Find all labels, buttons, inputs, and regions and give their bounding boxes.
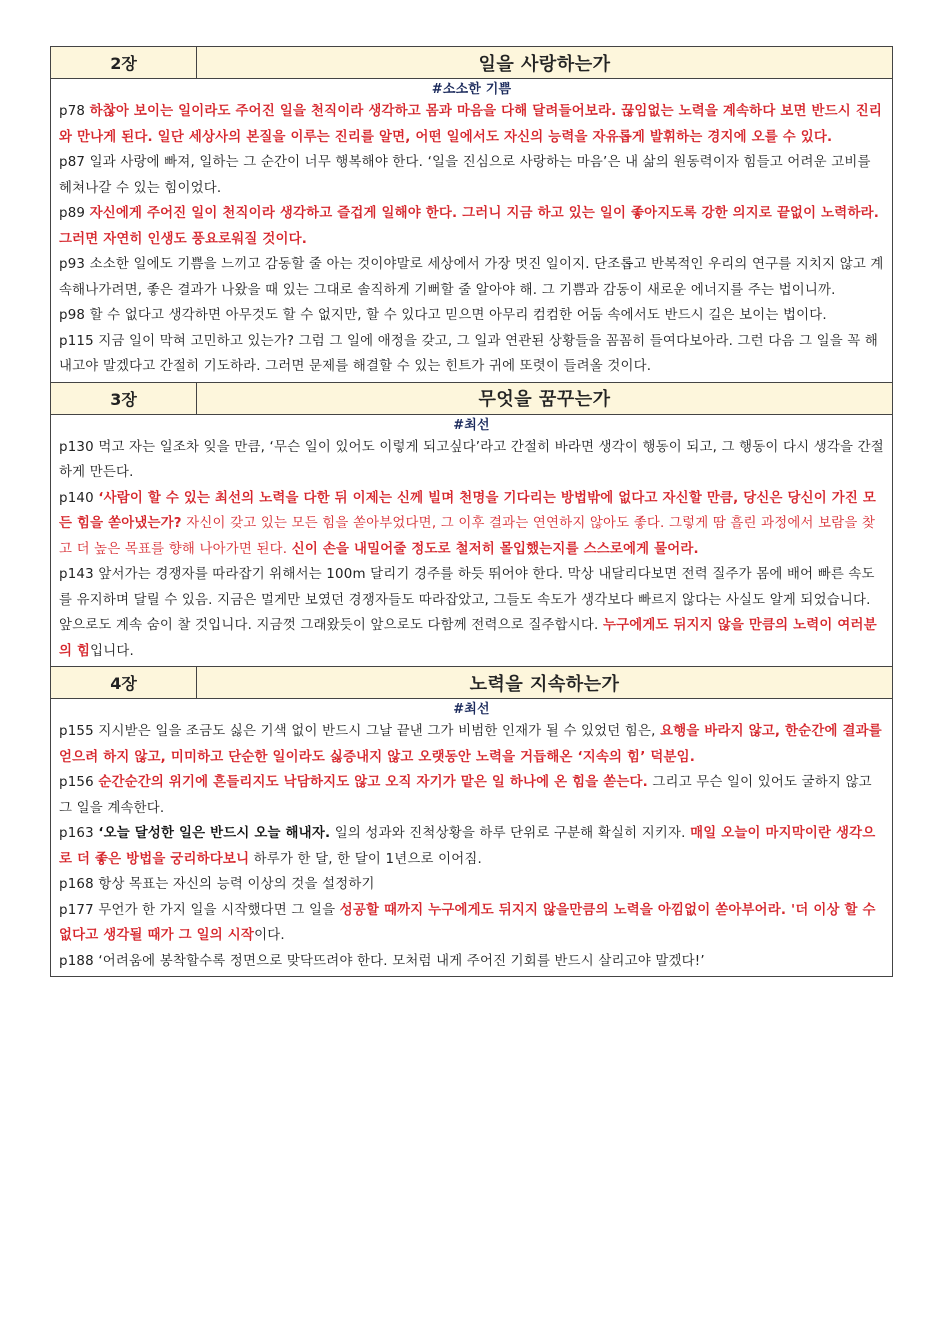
quote-text: 하루가 한 달, 한 달이 1년으로 이어짐.	[249, 851, 482, 867]
quote-text: 이다.	[254, 928, 285, 943]
quote-text: p130 먹고 자는 일조차 잊을 만큼, ‘무슨 일이 있어도 이렇게 되고싶다’라고 간절히 바라면 생각이 행동이 되고, 그 행동이 다시 생각을 간절하게 만든다.	[59, 439, 884, 480]
chapter-header-row	[51, 382, 893, 414]
highlight-text: 매일 오늘이 마지막이란 생각으로 더 좋은 방법을 궁리하다보니	[59, 826, 876, 867]
quote-text: p89	[59, 206, 90, 221]
quote-text: p93 소소한 일에도 기쁨을 느끼고 감동할 줄 아는 것이야말로 세상에서 가장 멋진 일이지. 단조롭고 반복적인 우리의 연구를 지치지 않고 계속해나가려면, 좋은 결과가 나왔을 때 있는 그대로 솔직하게 기뻐할 줄 알아야 해. 그 기쁨과 감동이 새로운 에너지를 주는 법이니까.	[59, 257, 884, 298]
chapter-title: 일을 사랑하는가	[197, 47, 893, 79]
quote-paragraph	[59, 872, 884, 898]
quote-text: p156	[59, 775, 99, 790]
quote-text: p115 지금 일이 막혀 고민하고 있는가? 그럼 그 일에 애정을 갖고, 그 일과 연관된 상황들을 꼼꼼히 들여다보아라. 그런 다음 그 일을 꼭 해내고야 말겠다고 간절히 기도하라. 그러면 문제를 해결할 수 있는 힌트가 귀에 또렷이 들려올 것이다.	[59, 333, 879, 374]
chapter-content-row	[51, 79, 893, 383]
chapter-content-row	[51, 414, 893, 667]
highlight-text: 성공할 때까지 누구에게도 뒤지지 않을만큼의 노력을 아낌없이 쏟아부어라. '더 이상 할 수 없다고 생각될 때가 그 일의 시작	[59, 902, 876, 943]
highlight-text: 요행을 바라지 않고, 한순간에 결과를 얻으려 하지 않고, 미미하고 단순한 일이라도 싫증내지 않고 오랫동안 노력을 거듭해온 ‘지속의 힘’ 덕분임.	[59, 724, 882, 765]
quote-text: p168 항상 목표는 자신의 능력 이상의 것을 설정하기	[59, 877, 375, 892]
section-tag: #최선	[453, 702, 490, 717]
quote-paragraph	[59, 150, 884, 201]
highlight-text: 자신이 갖고 있는 모든 힘을 쏟아부었다면, 그 이후 결과는 연연하지 않아도 좋다. 그렇게 땀 흘린 과정에서 보람을 찾고 더 높은 목표를 향해 나아가면 된다.	[59, 516, 876, 557]
quote-paragraph	[59, 562, 884, 664]
quote-text: p155 지시받은 일을 조금도 싫은 기색 없이 반드시 그날 끝낸 그가 비범한 인재가 될 수 있었던 힘은,	[59, 724, 661, 739]
quote-paragraph	[59, 252, 884, 303]
highlight-text: 하찮아 보이는 일이라도 주어진 일을 천직이라 생각하고 몸과 마음을 다해 달려들어보라. 끊임없는 노력을 계속하다 보면 반드시 진리와 만나게 된다. 일단 세상사의 본질을 이루는 진리를 알면, 어떤 일에서도 자신의 능력을 자유롭게 발휘하는 경지에 오를 수 있다.	[59, 104, 882, 145]
quote-text: p87 일과 사랑에 빠져, 일하는 그 순간이 너무 행복해야 한다. ‘일을 진심으로 사랑하는 마음’은 내 삶의 원동력이자 힘들고 어려운 고비를 헤쳐나갈 수 있는 힘이었다.	[59, 155, 871, 196]
quote-text: 입니다.	[90, 643, 135, 659]
chapter-content	[51, 79, 893, 383]
chapter-content-row	[51, 699, 893, 977]
quote-text: 일의 성과와 진척상황을 하루 단위로 구분해 확실히 지키자.	[330, 826, 691, 841]
quote-text: p98 할 수 없다고 생각하면 아무것도 할 수 없지만, 할 수 있다고 믿으면 아무리 컴컴한 어둠 속에서도 반드시 길은 보이는 법이다.	[59, 308, 827, 323]
quote-text: p143 앞서가는 경쟁자를 따라잡기 위해서는 100m 달리기 경주를 하듯 뛰어야 한다. 막상 내달리다보면 전력 질주가 몸에 배어 빠른 속도를 유지하며 달릴 수 있음. 지금은 멀게만 보였던 경쟁자들도 따라잡았고, 그들도 속도가 생각보다 빠르지 않다는 사실도 알게 되었습니다. 앞으로도 계속 숨이 찰 것입니다. 지금껏 그래왔듯이 앞으로도 다함께 전력으로 질주합시다.	[59, 567, 875, 633]
quote-paragraph	[59, 99, 884, 150]
highlight-text: 누구에게도 뒤지지 않을 만큼의 노력이 여러분의 힘	[59, 618, 877, 659]
chapter-number: 2장	[51, 47, 197, 79]
highlight-text: ‘사람이 할 수 있는 최선의 노력을 다한 뒤 이제는 신께 빌며 천명을 기다리는 방법밖에 없다고 자신할 만큼, 당신은 당신이 가진 모든 힘을 쏟아냈는가?	[59, 490, 877, 531]
quote-paragraph	[59, 435, 884, 486]
chapter-number: 3장	[51, 382, 197, 414]
quote-text: p78	[59, 104, 90, 119]
highlight-text: ‘오늘 달성한 일은 반드시 오늘 해내자.	[98, 826, 331, 841]
quote-paragraph	[59, 821, 884, 872]
quote-text: p163	[59, 826, 99, 841]
highlight-text: 자신에게 주어진 일이 천직이라 생각하고 즐겁게 일해야 한다. 그러니 지금 하고 있는 일이 좋아지도록 강한 의지로 끝없이 노력하라. 그러면 자연히 인생도 풍요로워질 것이다.	[59, 206, 880, 247]
chapter-header-row	[51, 47, 893, 79]
section-tag: #최선	[453, 417, 490, 433]
quote-paragraph	[59, 201, 884, 252]
chapter-notes-table	[50, 46, 893, 977]
quote-text: p188 ‘어려움에 봉착할수록 정면으로 맞닥뜨려야 한다. 모처럼 내게 주어진 기회를 반드시 살리고야 말겠다!’	[59, 953, 705, 969]
quote-paragraph	[59, 486, 884, 563]
highlight-text: 순간순간의 위기에 흔들리지도 낙담하지도 않고 오직 자기가 맡은 일 하나에 온 힘을 쏟는다.	[98, 775, 648, 790]
quote-text: p177 무언가 한 가지 일을 시작했다면 그 일을	[59, 902, 340, 918]
quote-paragraph	[59, 898, 884, 949]
chapter-title: 무엇을 꿈꾸는가	[197, 382, 893, 414]
chapter-header-row	[51, 667, 893, 699]
chapter-content	[51, 414, 893, 667]
section-tag: #소소한 기쁨	[431, 82, 512, 97]
chapter-title: 노력을 지속하는가	[197, 667, 893, 699]
quote-text: p140	[59, 490, 99, 506]
quote-paragraph	[59, 303, 884, 329]
highlight-text: 신이 손을 내밀어줄 정도로 철저히 몰입했는지를 스스로에게 물어라.	[291, 541, 699, 557]
quote-paragraph	[59, 949, 884, 975]
chapter-content	[51, 699, 893, 977]
chapter-number: 4장	[51, 667, 197, 699]
quote-text: 그리고 무슨 일이 있어도 굴하지 않고 그 일을 계속한다.	[59, 775, 872, 816]
quote-paragraph	[59, 770, 884, 821]
quote-paragraph	[59, 719, 884, 770]
quote-paragraph	[59, 329, 884, 380]
